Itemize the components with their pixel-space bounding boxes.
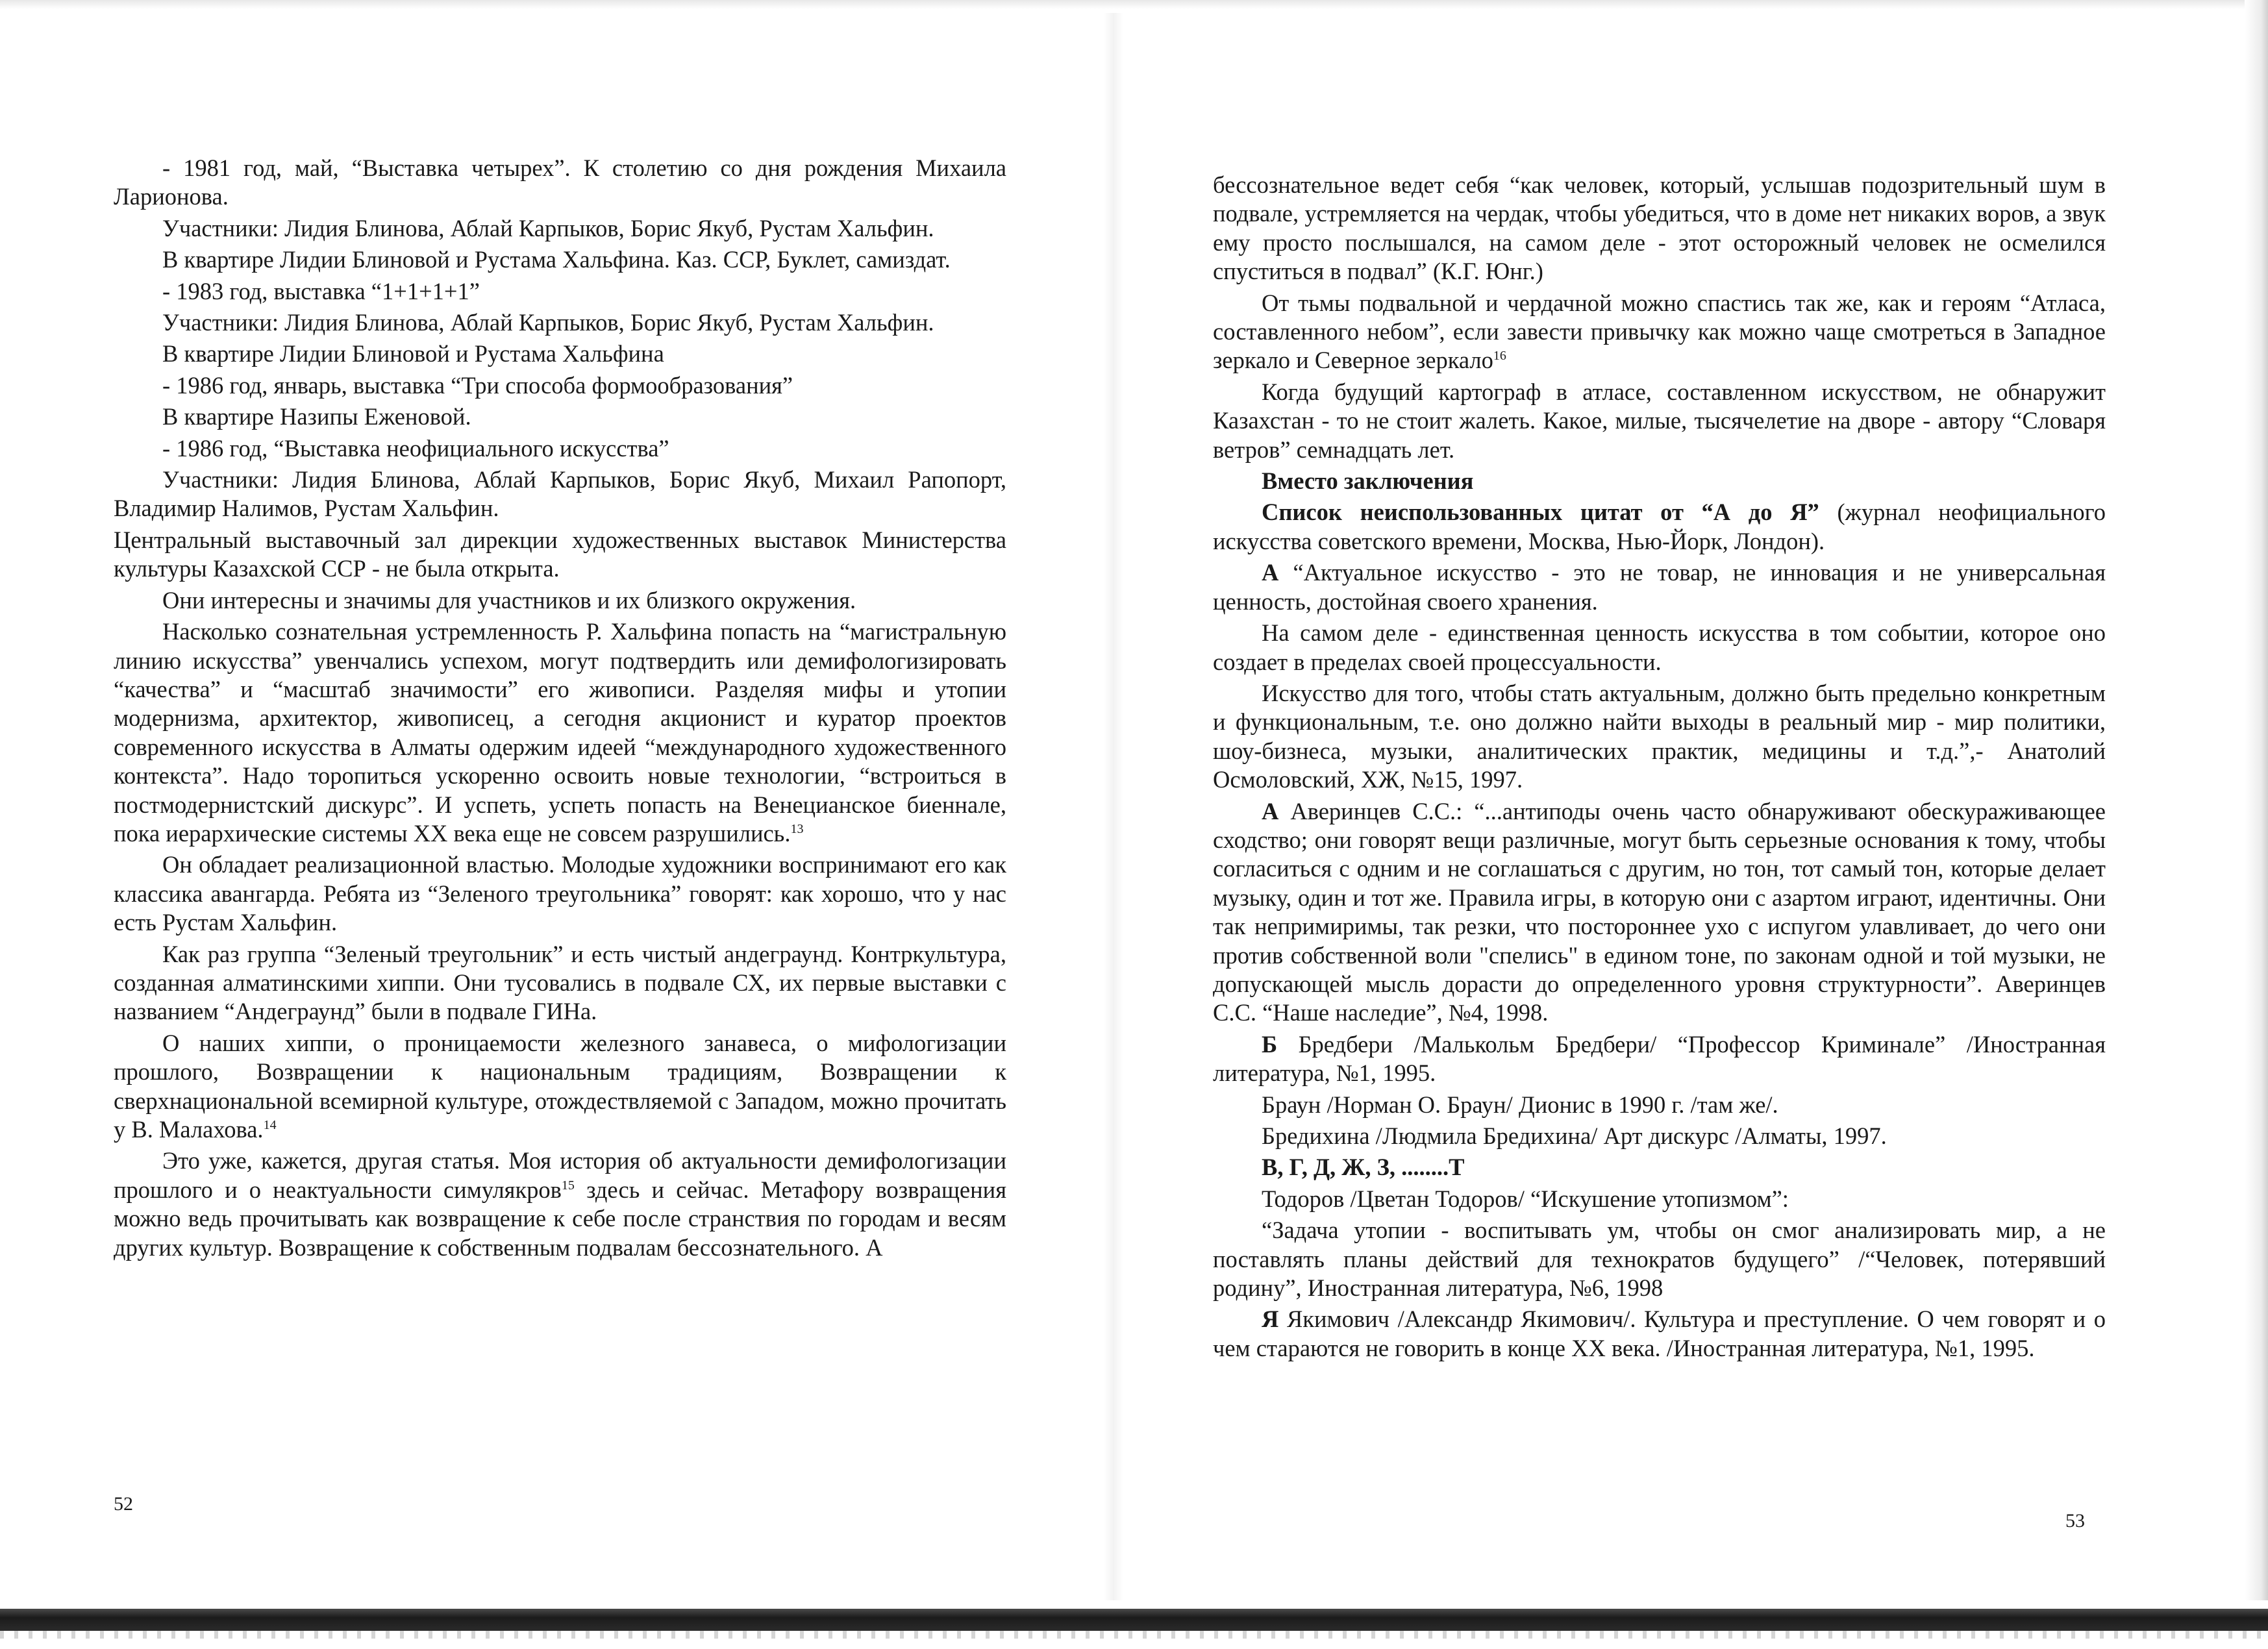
paragraph xyxy=(114,434,1006,463)
paragraph-text: Браун /Норман О. Браун/ Дионис в 1990 г. /там же/. xyxy=(1262,1091,1778,1118)
paragraph-text: (журнал неофициального искусства советского времени, Москва, Нью-Йорк, Лондон). xyxy=(1213,499,2106,554)
scan-right-edge xyxy=(2245,0,2268,1649)
paragraph xyxy=(1213,1216,2106,1302)
left-page-text xyxy=(114,154,1006,1265)
paragraph-text: Он обладает реализационной властью. Молодые художники воспринимают его как классика авангарда. Ребята из “Зеленого треугольника” говорят: как хорошо, что у нас есть Рустам Хальфин. xyxy=(114,851,1006,936)
paragraph xyxy=(1213,679,2106,795)
paragraph-text: Бредбери /Малькольм Бредбери/ “Профессор Криминале” /Иностранная литература, №1, 1995. xyxy=(1213,1030,2106,1087)
paragraph-text: Аверинцев С.С.: “...антиподы очень часто обнаруживают обескураживающее сходство; они говорят вещи различные, могут быть серьезные основания к тому, чтобы согласиться с одним и не соглашаться с другим, но тон, тот самый тон, которые делает музыку, один и тот же. Правила игры, в которую они с азартом играют, идентичны. Они так непримиримы, так резки, что постороннее ухо с испугом улавливает, до чего они против собственной воли "спелись" в едином тоне, по законам одной и той музыки, не допускающей мысль дорасти до определенного уровня структурности”. Аверинцев С.С. “Наше наследие”, №4, 1998. xyxy=(1213,797,2106,1026)
paragraph-text: Они интересны и значимы для участников и их близкого окружения. xyxy=(162,586,856,614)
paragraph-text: В квартире Лидии Блиновой и Рустама Хальфина. Каз. ССР, Буклет, самиздат. xyxy=(162,246,951,273)
paragraph-text-tail: здесь и сейчас. Метафору возвращения можно ведь прочитывать как возвращение к себе после странствия по городам и весям других культур. Возвращение к собственным подвалам бессознательного. А xyxy=(114,1176,1006,1261)
paragraph xyxy=(1213,1122,2106,1150)
paragraph xyxy=(114,1029,1006,1145)
paragraph-text: В квартире Лидии Блиновой и Рустама Хальфина xyxy=(162,340,664,367)
paragraph xyxy=(1213,558,2106,616)
paragraph xyxy=(114,940,1006,1026)
paragraph-text: - 1986 год, “Выставка неофициального искусства” xyxy=(162,434,669,462)
paragraph-text: Бредихина /Людмила Бредихина/ Арт дискурс /Алматы, 1997. xyxy=(1262,1122,1887,1149)
right-page xyxy=(1213,0,2106,1597)
paragraph-text: Участники: Лидия Блинова, Аблай Карпыков, Борис Якуб, Рустам Хальфин. xyxy=(162,309,934,336)
paragraph xyxy=(114,308,1006,337)
paragraph-text: Участники: Лидия Блинова, Аблай Карпыков, Борис Якуб, Михаил Рапопорт, Владимир Налимов, Рустам Хальфин. xyxy=(114,466,1006,522)
paragraph-text: На самом деле - единственная ценность искусства в том событии, которое оно создает в пределах своей процессуальности. xyxy=(1213,619,2106,675)
paragraph-text: Вместо заключения xyxy=(1262,467,1474,495)
paragraph xyxy=(1213,289,2106,375)
paragraph-text: Насколько сознательная устремленность Р. Хальфина попасть на “магистральную линию искусства” увенчались успехом, могут подтвердить или демифологизировать “качества” и “масштаб значимости” его живописи. Разделяя мифы и утопии модернизма, архитектор, живописец, а сегодня акционист и куратор проектов современного искусства в Алматы одержим идеей “международного художественного контекста”. Надо торопиться ускоренно освоить новые технологии, “встроиться в постмодернистский дискурс”. И успеть, успеть попасть на Венецианское биеннале, пока иерархические системы XX века еще не совсем разрушились. xyxy=(114,618,1006,847)
paragraph-text: - 1986 год, январь, выставка “Три способа формообразования” xyxy=(162,371,793,399)
paragraph-text: Как раз группа “Зеленый треугольник” и есть чистый андеграунд. Контркультура, созданная алматинскими хиппи. Они тусовались в подвале СХ, их первые выставки с названием “Андеграунд” были в подвале ГИНа. xyxy=(114,940,1006,1025)
paragraph-text: “Задача утопии - воспитывать ум, чтобы он смог анализировать мир, а не поставлять планы действий для технократов будущего” /“Человек, потерявший родину”, Иностранная литература, №6, 1998 xyxy=(1213,1217,2106,1302)
left-page xyxy=(114,0,1006,1597)
paragraph-text: В квартире Назипы Еженовой. xyxy=(162,403,471,430)
paragraph xyxy=(114,371,1006,400)
paragraph-bold-lead: Список неиспользованных цитат от “А до Я” xyxy=(1262,499,1819,526)
paragraph xyxy=(114,850,1006,937)
paragraph-text: Центральный выставочный зал дирекции художественных выставок Министерства культуры Казахской ССР - не была открыта. xyxy=(114,526,1006,582)
paragraph-text: - 1981 год, май, “Выставка четырех”. К столетию со дня рождения Михаила Ларионова. xyxy=(114,155,1006,210)
book-gutter xyxy=(1104,13,1123,1604)
footnote-marker: 14 xyxy=(263,1117,277,1132)
paragraph-bold-lead: А xyxy=(1262,797,1279,824)
paragraph-text: Тодоров /Цветан Тодоров/ “Искушение утопизмом”: xyxy=(1262,1185,1789,1212)
paragraph-text: От тьмы подвальной и чердачной можно спастись так же, как и героям “Атласа, составленного небом”, если завести привычку как можно чаще смотреться в Западное зеркало и Северное зеркало xyxy=(1213,289,2106,374)
paragraph-text: О наших хиппи, о проницаемости железного занавеса, о мифологизации прошлого, Возвращении к национальным традициям, Возвращении к сверхнациональной всемирной культуре, отождествляемой с Западом, можно прочитать у В. Малахова. xyxy=(114,1029,1006,1143)
right-page-number: 53 xyxy=(2065,1510,2085,1531)
paragraph xyxy=(114,403,1006,431)
paragraph xyxy=(1213,1153,2106,1182)
paragraph-text: Участники: Лидия Блинова, Аблай Карпыков, Борис Якуб, Рустам Хальфин. xyxy=(162,214,934,242)
paragraph-text: Это уже, кажется, другая статья. Моя история об актуальности демифологизации прошлого и о неактуальности симулякров xyxy=(114,1147,1006,1203)
paragraph xyxy=(1213,1305,2106,1363)
paragraph xyxy=(114,586,1006,615)
paragraph xyxy=(114,465,1006,523)
paragraph-bold-lead: А xyxy=(1262,559,1279,586)
footnote-marker: 13 xyxy=(790,821,804,836)
paragraph xyxy=(1213,467,2106,495)
footnote-marker: 15 xyxy=(561,1178,575,1193)
paragraph xyxy=(1213,619,2106,676)
paragraph-text: - 1983 год, выставка “1+1+1+1” xyxy=(162,277,480,304)
paragraph xyxy=(114,617,1006,848)
paragraph-text: В, Г, Д, Ж, З, ........Т xyxy=(1262,1154,1465,1181)
paragraph-bold-lead: Я xyxy=(1262,1306,1279,1333)
paragraph-text: “Актуальное искусство - это не товар, не инновация и не универсальная ценность, достойная своего хранения. xyxy=(1213,559,2106,615)
paragraph xyxy=(114,214,1006,243)
paragraph xyxy=(1213,1030,2106,1088)
scanner-bottom-bar xyxy=(0,1609,2268,1631)
paragraph xyxy=(1213,378,2106,464)
paragraph xyxy=(1213,171,2106,286)
paragraph xyxy=(1213,1185,2106,1213)
paragraph-text: Якимович /Александр Якимович/. Культура и преступление. О чем говорят и о чем стараются не говорить в конце XX века. /Иностранная литература, №1, 1995. xyxy=(1213,1306,2106,1361)
paragraph xyxy=(1213,1091,2106,1119)
paragraph-text: Искусство для того, чтобы стать актуальным, должно быть предельно конкретным и функциональным, т.е. оно должно найти выходы в реальный мир - мир политики, шоу-бизнеса, музыки, аналитических практик, медицины и т.д.”,- Анатолий Осмоловский, ХЖ, №15, 1997. xyxy=(1213,679,2106,793)
paragraph xyxy=(114,245,1006,274)
footnote-marker: 16 xyxy=(1493,349,1506,364)
paragraph-bold-lead: Б xyxy=(1262,1030,1278,1058)
paragraph xyxy=(1213,797,2106,1028)
paragraph xyxy=(114,1147,1006,1262)
paragraph xyxy=(1213,498,2106,556)
right-page-text xyxy=(1213,171,2106,1365)
paragraph xyxy=(114,154,1006,212)
paragraph xyxy=(114,526,1006,584)
paragraph xyxy=(114,340,1006,368)
paragraph-text: бессознательное ведет себя “как человек, который, услышав подозрительный шум в подвале, устремляется на чердак, чтобы убедиться, что в доме нет никаких воров, а звук ему просто послышался, на самом деле - этот осторожный человек не осмелился спуститься в подвал” (К.Г. Юнг.) xyxy=(1213,171,2106,285)
paragraph-text: Когда будущий картограф в атласе, составленном искусством, не обнаружит Казахстан - то не стоит жалеть. Какое, милые, тысячелетие на дворе - автору “Словаря ветров” семнадцать лет. xyxy=(1213,378,2106,463)
paragraph xyxy=(114,277,1006,306)
left-page-number: 52 xyxy=(114,1493,133,1515)
